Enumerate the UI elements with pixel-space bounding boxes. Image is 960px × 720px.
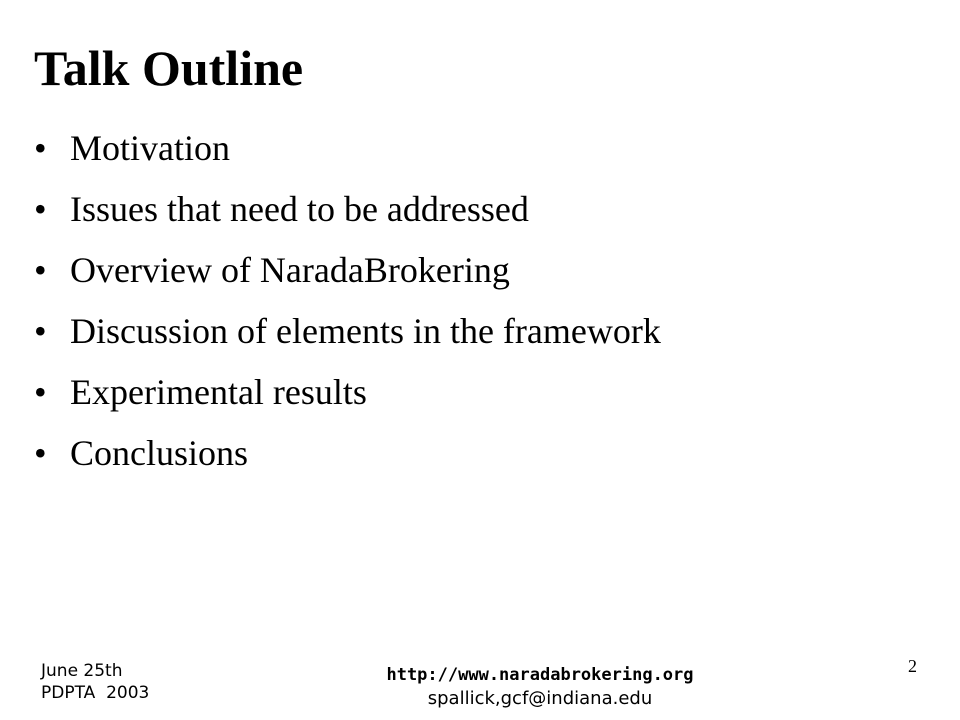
bullet-text: Conclusions [70,433,249,473]
bullet-item [34,240,661,301]
footer-email: spallick,gcf@indiana.edu [427,688,653,709]
bullet-item [34,118,661,179]
bullet-text: Experimental results [70,372,367,412]
slide-title: Talk Outline [34,40,304,96]
footer-url-link[interactable]: http://www.naradabrokering.org [386,665,694,685]
bullet-text: Overview of NaradaBrokering [70,250,510,290]
footer-contact [342,663,738,711]
page-number: 2 [908,656,917,676]
bullet-item [34,179,661,240]
bullet-marker: • [34,250,47,290]
footer-conference: PDPTA 2003 [41,683,150,703]
bullet-text: Issues that need to be addressed [70,189,529,229]
bullet-marker: • [34,189,47,229]
bullet-list [34,118,661,484]
bullet-item [34,423,661,484]
bullet-item [34,301,661,362]
bullet-marker: • [34,128,47,168]
bullet-text: Discussion of elements in the framework [70,311,661,351]
bullet-marker: • [34,433,47,473]
bullet-item [34,362,661,423]
bullet-text: Motivation [70,128,230,168]
footer-date: June 25th [41,661,123,681]
footer-event-info [41,660,149,704]
bullet-marker: • [34,372,47,412]
bullet-marker: • [34,311,47,351]
